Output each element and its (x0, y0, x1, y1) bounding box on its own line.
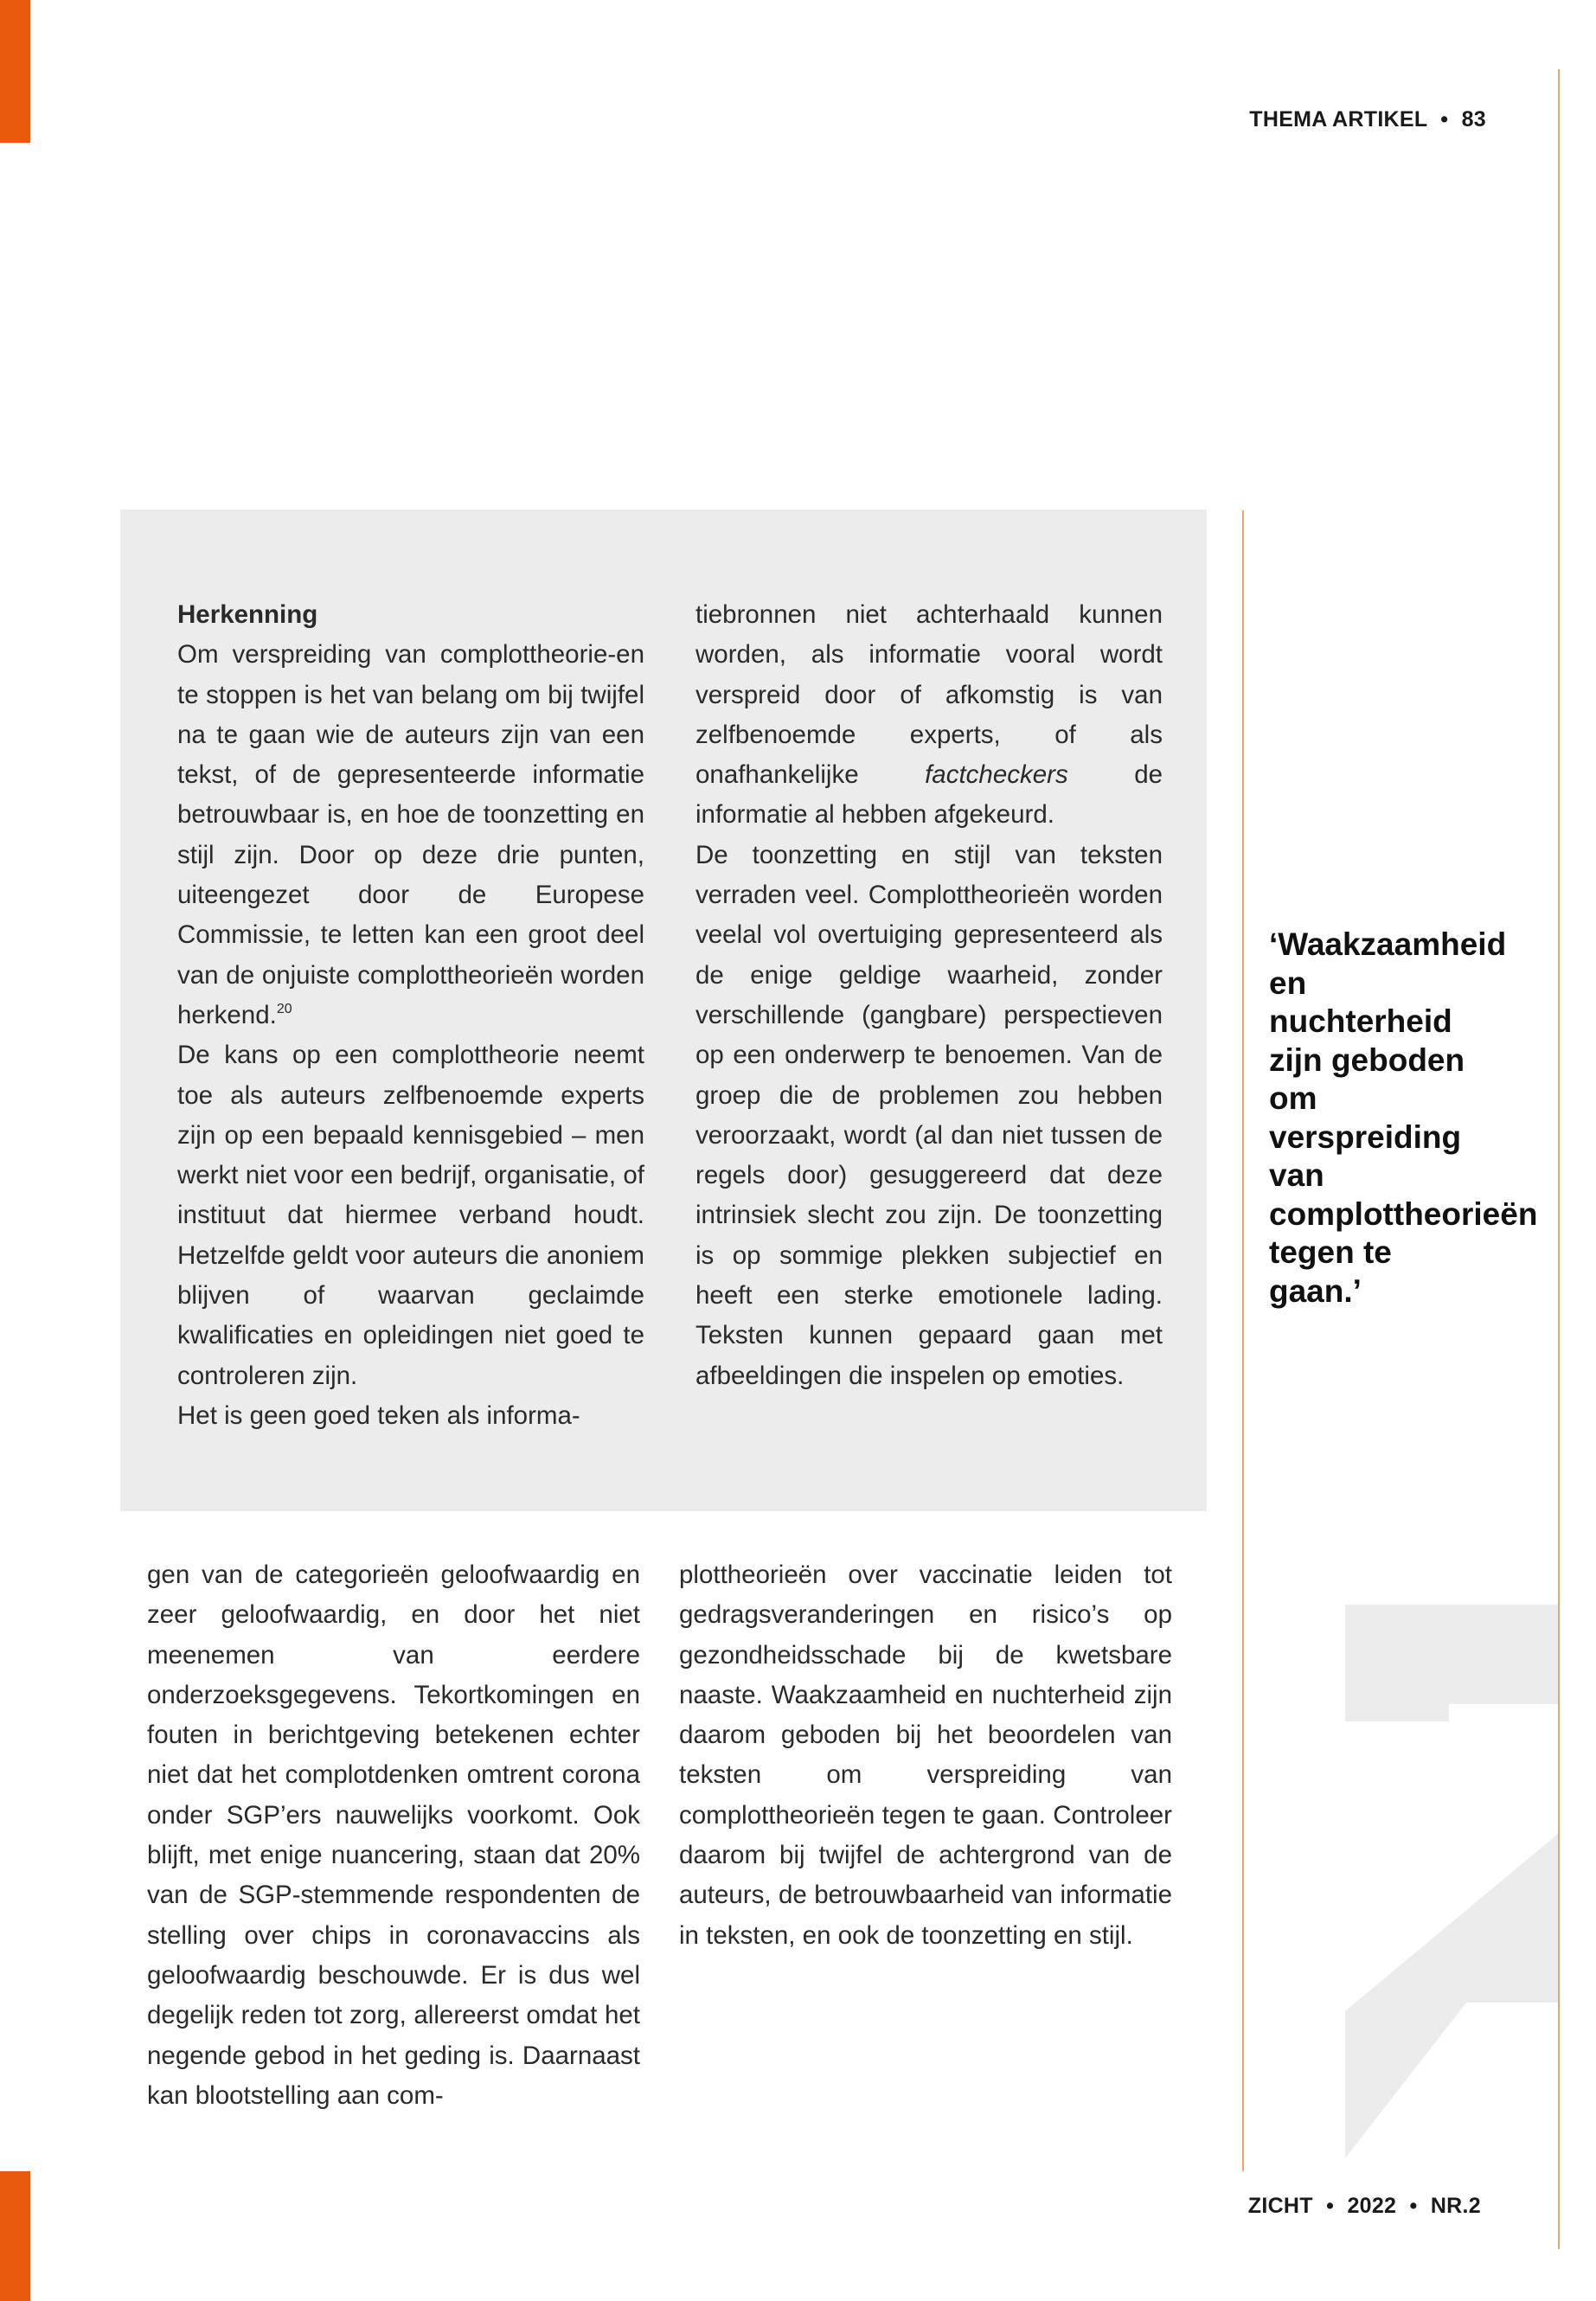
body-paragraph: plottheorieën over vaccinatie leiden tot gedragsveranderingen en risico’s op gezondheidsschade bij de kwetsbare naaste. Waakzaamheid en nuchterheid zijn daarom geboden bij het beoordelen van teksten om verspreiding van complottheorieën tegen te gaan. Controleer daarom bij twijfel de achtergrond van de auteurs, de betrouwbaarheid van informatie in teksten, en ook de toonzetting en stijl. (679, 1561, 1172, 1950)
orange-accent-bar-bottom (0, 2171, 30, 2301)
pullquote-rule (1242, 510, 1244, 2171)
body-column-left (147, 1555, 640, 2116)
sidebar-heading: Herkenning (177, 600, 318, 629)
running-footer (1248, 2194, 1481, 2219)
footer-separator: • (1326, 2194, 1335, 2218)
italic-term: factcheckers (925, 760, 1068, 790)
sidebar-paragraph: De kans op een complottheorie neemt toe als auteurs zelfbenoemde experts zijn op een bepaald kennisgebied – men werkt niet voor een bedrijf, organisatie, of instituut dat hiermee verband houdt. Hetzelfde geldt voor auteurs die anoniem blijven of waarvan geclaimde kwalificaties en opleidingen niet goed te controleren zijn. (177, 1041, 644, 1390)
body-paragraph: gen van de categorieën geloofwaardig en zeer geloofwaardig, en door het niet meenemen van eerdere onderzoeksgegevens. Tekortkomingen en fouten in berichtgeving betekenen echter niet dat het complotdenken omtrent corona onder SGP’ers nauwelijks voorkomt. Ook blijft, met enige nuancering, staan dat 20% van de SGP-stemmende respondenten de stelling over chips in coronavaccins als geloofwaardig beschouwde. Er is dus wel degelijk reden tot zorg, allereerst omdat het negende gebod in het geding is. Daarnaast kan blootstelling aan com- (147, 1561, 640, 2110)
sidebar-paragraph: Het is geen goed teken als informa- (177, 1400, 580, 1430)
sidebar-paragraph: tiebronnen niet achterhaald kunnen worden, als informatie vooral wordt verspreid door of afkomstig is van zelfbenoemde experts, of als onafhankelijke factcheckers de informatie al hebben afgekeurd. (695, 600, 1163, 830)
issue-year: 2022 (1347, 2194, 1397, 2218)
right-margin-rule (1558, 69, 1560, 2249)
sidebar-paragraph: Om verspreiding van complottheorie-en te stoppen is het van belang om bij twijfel na te gaan wie de auteurs zijn van een tekst, of de gepresenteerde informatie betrouwbaar is, en hoe de toonzetting en stijl zijn. Door op deze drie punten, uiteengezet door de Europese Commissie, te letten kan een groot deel van de onjuiste complottheorieën worden herkend.$^{20}$ (177, 640, 644, 1029)
footnote-ref: 20 (276, 1001, 292, 1016)
sidebar-column-right (695, 595, 1163, 1396)
logo-top-bar (1345, 1605, 1558, 1721)
footer-separator: • (1409, 2194, 1418, 2218)
magazine-name: ZICHT (1247, 2194, 1313, 2218)
issue-number: NR.2 (1430, 2194, 1481, 2218)
logo-diagonal (1345, 1834, 1558, 2158)
orange-accent-bar-top (0, 0, 30, 143)
pull-quote: ‘Waakzaamheid en nuchterheid zijn geboden om verspreiding van complottheorieën tegen te gaan.’ (1269, 926, 1538, 1309)
header-separator: • (1440, 107, 1449, 131)
sidebar-column-left (177, 595, 644, 1436)
body-column-right (679, 1555, 1172, 1956)
decorative-z-logo (1345, 1605, 1558, 2158)
section-label: THEMA ARTIKEL (1249, 107, 1428, 131)
sidebar-paragraph: De toonzetting en stijl van teksten verraden veel. Complottheorieën worden veelal vol overtuiging gepresenteerd als de enige geldige waarheid, zonder verschillende (gangbare) perspectieven op een onderwerp te benoemen. Van de groep die de problemen zou hebben veroorzaakt, wordt (al dan niet tussen de regels door) gesuggereerd dat deze intrinsiek slecht zou zijn. De toonzetting is op sommige plekken subjectief en heeft een sterke emotionele lading. Teksten kunnen gepaard gaan met afbeeldingen die inspelen op emoties. (695, 840, 1163, 1390)
page-number: 83 (1461, 107, 1486, 131)
running-header (1249, 107, 1486, 132)
